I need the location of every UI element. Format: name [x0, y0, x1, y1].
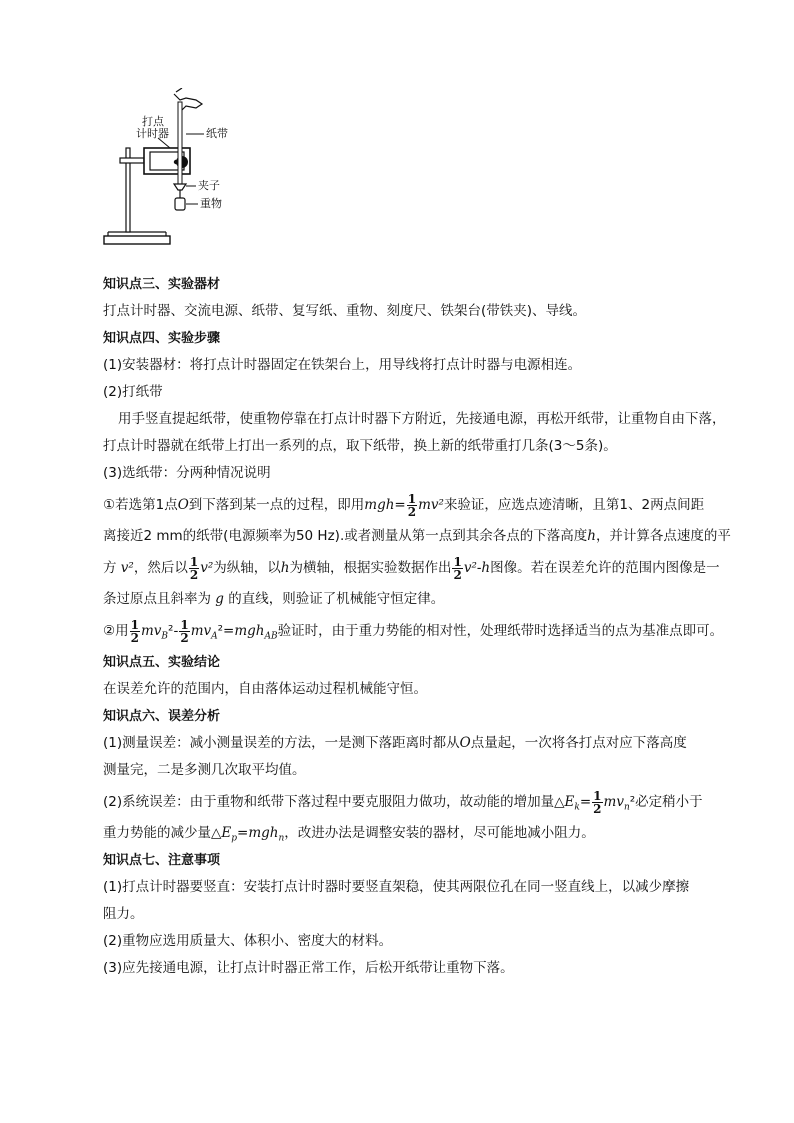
subscript-n: n — [623, 802, 630, 813]
symbol-E: E — [564, 794, 575, 810]
denominator: 2 — [407, 504, 417, 519]
case-1-line-3 — [103, 550, 718, 586]
numerator: 1 — [407, 491, 417, 506]
case-2-line — [103, 613, 724, 649]
denominator: 2 — [130, 630, 139, 645]
text: 来验证，应选点迹清晰，且第1、2两点间距 — [443, 497, 705, 513]
note-2: (2)重物应选用质量大、体积小、密度大的材料。 — [103, 933, 393, 949]
numerator: 1 — [593, 788, 602, 803]
text: ，并计算各点速度的平 — [595, 528, 731, 544]
numerator: 1 — [180, 617, 189, 632]
section-6-title: 知识点六、误差分析 — [103, 709, 221, 724]
symbol-v2: v² — [200, 560, 214, 576]
fraction-half — [189, 556, 199, 581]
equals: = — [394, 497, 406, 513]
symbol-h: h — [280, 560, 290, 576]
subscript-A: A — [211, 631, 218, 642]
symbol-mgh: mgh — [248, 825, 279, 841]
section-3-text: 打点计时器、交流电源、纸带、复写纸、重物、刻度尺、铁架台(带铁夹)、导线。 — [103, 303, 587, 319]
text: 条过原点且斜率为 — [103, 591, 211, 607]
subscript-AB: AB — [264, 631, 278, 642]
text: ②用 — [103, 623, 129, 639]
fraction-half — [407, 493, 417, 518]
minus: - — [173, 623, 179, 639]
note-1-line-2: 阻力。 — [103, 906, 144, 922]
text: 点量起，一次将各打点对应下落高度 — [470, 735, 687, 751]
text: 验证时，由于重力势能的相对性，处理纸带时选择适当的点为基准点即可。 — [277, 623, 724, 639]
step-2-line-2: 打点计时器就在纸带上打出一系列的点，取下纸带，换上新的纸带重打几条(3～5条)。 — [103, 438, 617, 454]
section-5-title: 知识点五、实验结论 — [103, 655, 221, 670]
subscript-p: p — [231, 833, 238, 844]
case-1-line-1 — [103, 487, 718, 523]
label-clip: 夹子 — [198, 179, 220, 192]
step-3-title: (3)选纸带：分两种情况说明 — [103, 465, 271, 481]
text: ，然后以 — [133, 560, 188, 576]
denominator: 2 — [593, 801, 602, 816]
denominator: 2 — [189, 567, 199, 582]
step-2-line-1: 用手竖直提起纸带，使重物停靠在打点计时器下方附近，先接通电源，再松开纸带，让重物自由下落， — [118, 411, 726, 427]
equals: = — [579, 794, 592, 810]
label-weight: 重物 — [200, 197, 222, 210]
equals: = — [223, 623, 235, 639]
symbol-O: O — [177, 497, 189, 513]
fraction-half — [592, 790, 602, 815]
symbol-mv2: mv² — [418, 497, 444, 513]
symbol-mv: mv — [140, 623, 162, 639]
subscript-n: n — [278, 833, 285, 844]
section-5-text: 在误差允许的范围内，自由落体运动过程机械能守恒。 — [103, 681, 427, 697]
symbol-mv: mv — [190, 623, 212, 639]
numerator: 1 — [189, 554, 199, 569]
text: 到下落到某一点的过程，即用 — [188, 497, 365, 513]
subscript-B: B — [161, 631, 169, 642]
note-1-line-1: (1)打点计时器要竖直：安装打点计时器时要竖直架稳，使其两限位孔在同一竖直线上，以减少摩擦 — [103, 879, 690, 895]
symbol-v2-h: v²-h — [463, 560, 491, 576]
note-3: (3)应先接通电源，让打点计时器正常工作，后松开纸带让重物下落。 — [103, 960, 514, 976]
text: 方 — [103, 560, 117, 576]
label-tape: 纸带 — [206, 127, 228, 140]
text: 的直线，则验证了机械能守恒定律。 — [228, 591, 445, 607]
label-timer-line1: 打点 — [142, 115, 164, 128]
symbol-mgh: mgh — [234, 623, 265, 639]
symbol-E: E — [221, 825, 232, 841]
symbol-O: O — [459, 735, 471, 751]
text: 离接近2 mm的纸带(电源频率为50 Hz) — [103, 528, 340, 544]
text: 为纵轴，以 — [213, 560, 281, 576]
text: ①若选第1点 — [103, 497, 178, 513]
step-1: (1)安装器材：将打点计时器固定在铁架台上，用导线将打点计时器与电源相连。 — [103, 357, 582, 373]
case-1-line-2 — [103, 523, 731, 550]
error-2-line-1 — [103, 784, 718, 820]
step-2-title: (2)打纸带 — [103, 384, 163, 400]
symbol-g: g — [215, 591, 224, 607]
numerator: 1 — [130, 617, 139, 632]
symbol-mv: mv — [603, 794, 624, 810]
text: (2)系统误差：由于重物和纸带下落过程中要克服阻力做功，故动能的增加量△ — [103, 794, 565, 810]
subscript-k: k — [574, 802, 580, 813]
text: (1)测量误差：减小测量误差的方法，一是测下落距离时都从 — [103, 735, 460, 751]
section-3-title: 知识点三、实验器材 — [103, 277, 221, 292]
symbol-h: h — [587, 528, 596, 544]
denominator: 2 — [453, 567, 462, 582]
section-4-title: 知识点四、实验步骤 — [103, 331, 221, 346]
fraction-half — [452, 556, 462, 581]
denominator: 2 — [180, 630, 189, 645]
text: 必定稍小于 — [635, 794, 703, 810]
square: ² — [629, 794, 636, 810]
text: ，改进办法是调整安装的器材，尽可能地减小阻力。 — [284, 825, 595, 841]
symbol-v2: v² — [120, 560, 134, 576]
fraction-half — [179, 619, 189, 644]
equals: = — [237, 825, 249, 841]
document-body — [103, 271, 731, 982]
text: 为横轴，根据实验数据作出 — [289, 560, 452, 576]
text: .或者测量从第一点到其余各点的下落高度 — [339, 528, 588, 544]
symbol-mgh: mgh — [364, 497, 395, 513]
label-timer-line2: 计时器 — [136, 127, 169, 140]
apparatus-figure — [100, 88, 250, 252]
square: ² — [217, 623, 224, 639]
error-2-line-2 — [103, 820, 718, 847]
error-1-line-2: 测量完，二是多测几次取平均值。 — [103, 762, 306, 778]
text: 图像。若在误差允许的范围内图像是一 — [490, 560, 720, 576]
case-1-line-4 — [103, 586, 718, 613]
numerator: 1 — [453, 554, 462, 569]
error-1-line-1 — [103, 730, 718, 757]
fraction-half — [130, 619, 140, 644]
apparatus-drawing — [100, 88, 250, 252]
text: 重力势能的减少量△ — [103, 825, 222, 841]
square: ² — [168, 623, 174, 639]
section-7-title: 知识点七、注意事项 — [103, 853, 221, 868]
